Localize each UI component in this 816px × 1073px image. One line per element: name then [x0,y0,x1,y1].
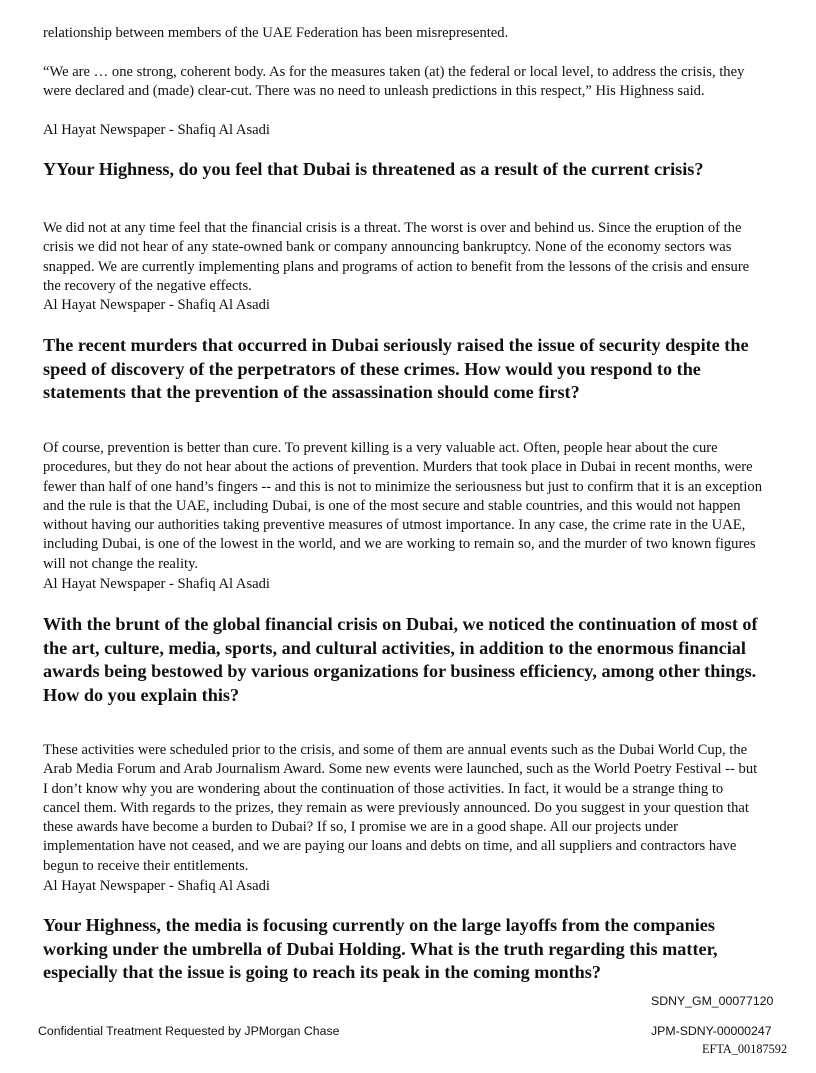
quote-paragraph: “We are … one strong, coherent body. As for the measures taken (at) the federal or local level, to address the crisis, they were declared and (made) clear-cut. There was no need to unleash predictions in this respect,” His Highness said. [43,64,745,100]
intro-tail-text: relationship between members of the UAE Federation has been misrepresented. [43,25,509,41]
bates-number-sdny-gm: SDNY_GM_00077120 [651,994,774,1008]
source-attribution: Al Hayat Newspaper - Shafiq Al Asadi [43,576,270,592]
source-attribution: Al Hayat Newspaper - Shafiq Al Asadi [43,878,270,894]
answer-2: Of course, prevention is better than cure. To prevent killing is a very valuable act. Often, people hear about the cure procedures, but they do not hear about the actions of prevention. Murders that took place in Dubai in recent months, were fewer than half of one hand’s fingers -- and this is not to minimize the seriousness but just to confirm that it is an exception and the rule is that the UAE, including Dubai, is one of the most secure and stable countries, and this would not happen without having our authorities taking preventive measures of utmost importance. In any case, the crime rate in the UAE, including Dubai, is one of the lowest in the world, and we are working to remain so, and the murder of two known figures will not change the reality. [43,440,762,572]
question-2: The recent murders that occurred in Dubai seriously raised the issue of security despite the speed of discovery of the perpetrators of these crimes. How would you respond to the statements that the prevention of the assassination should come first? [43,335,749,402]
answer-1: We did not at any time feel that the financial crisis is a threat. The worst is over and behind us. Since the eruption of the crisis we did not hear of any state-owned bank or company announcing bankruptcy. None of the economy sectors was snapped. We are currently implementing plans and programs of action to benefit from the lessons of the crisis and ensure the recovery of the negative effects. [43,220,750,294]
question-3: With the brunt of the global financial crisis on Dubai, we noticed the continuation of most of the art, culture, media, sports, and cultural activities, in addition to the enormous financial awards being bestowed by various organizations for business efficiency, among other things. How do you explain this? [43,614,758,705]
question-4: Your Highness, the media is focusing currently on the large layoffs from the companies working under the umbrella of Dubai Holding. What is the truth regarding this matter, especially that the issue is going to reach its peak in the coming months? [43,915,718,982]
source-attribution: Al Hayat Newspaper - Shafiq Al Asadi [43,122,270,138]
efta-number: EFTA_00187592 [702,1042,788,1056]
source-attribution: Al Hayat Newspaper - Shafiq Al Asadi [43,297,270,313]
question-1: YYour Highness, do you feel that Dubai is threatened as a result of the current crisis? [43,159,704,179]
bates-number-jpm: JPM-SDNY-00000247 [651,1024,772,1038]
confidential-notice: Confidential Treatment Requested by JPMorgan Chase [38,1024,340,1038]
answer-3: These activities were scheduled prior to the crisis, and some of them are annual events such as the Dubai World Cup, the Arab Media Forum and Arab Journalism Award. Some new events were launched, such as the World Poetry Festival -- but I don’t know why you are wondering about the continuation of those activities. In fact, it would be a strange thing to cancel them. With regards to the prizes, they remain as were previously announced. Do you suggest in your question that these awards have become a burden to Dubai? If so, I promise we are in a good shape. All our projects under implementation have not ceased, and we are paying our loans and debts on time, and all suppliers and contractors have begun to receive their entitlements. [43,742,758,874]
